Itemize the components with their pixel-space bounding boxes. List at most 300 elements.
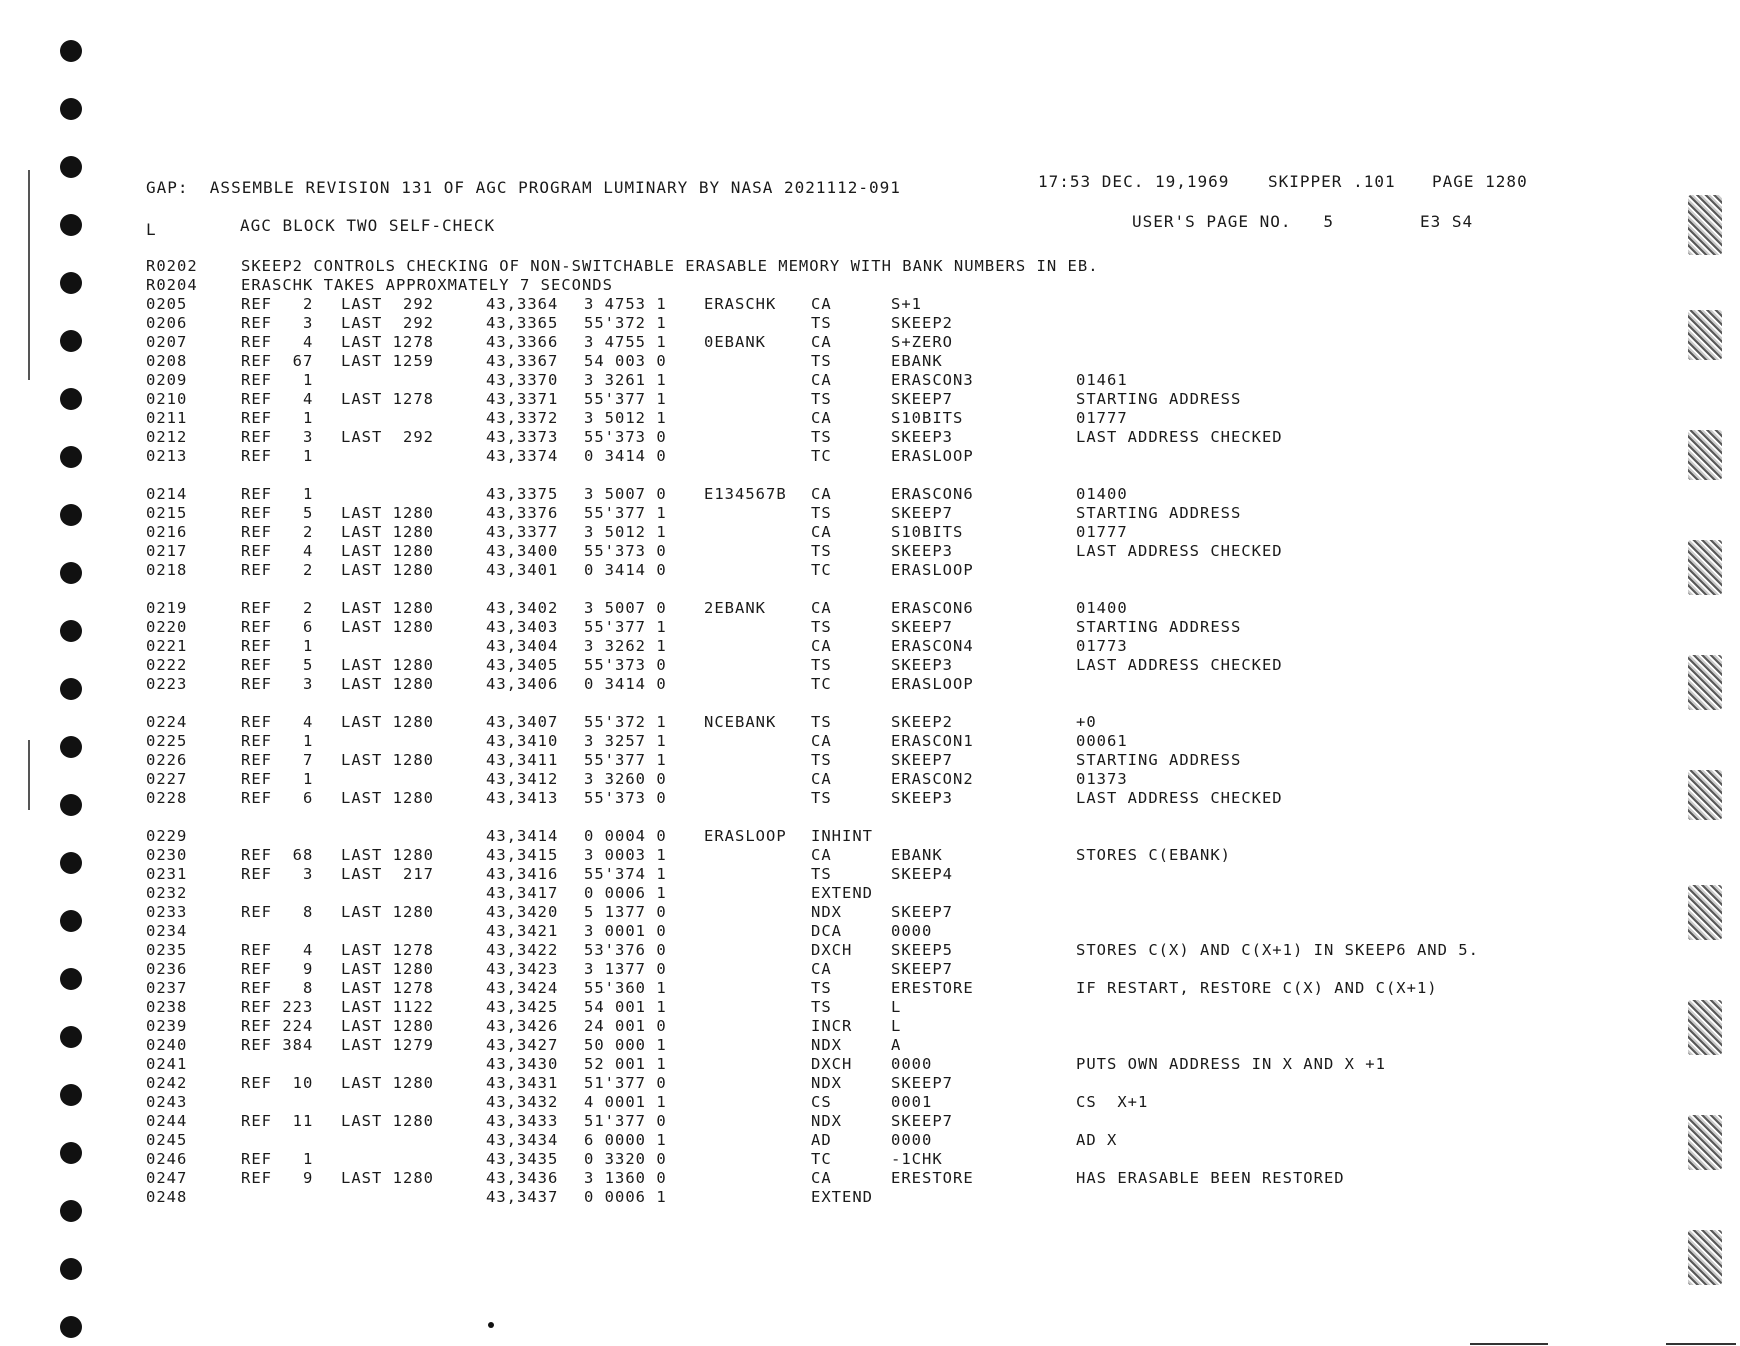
operand: SKEEP3 bbox=[891, 789, 953, 807]
address: 43,3403 bbox=[486, 618, 559, 636]
operand: L bbox=[891, 1017, 902, 1035]
ref-count: REF 1 bbox=[241, 770, 314, 788]
operand: SKEEP7 bbox=[891, 1112, 953, 1130]
last-ref: LAST 1280 bbox=[341, 751, 434, 769]
users-page-number: USER'S PAGE NO. 5 bbox=[1132, 212, 1335, 231]
address: 43,3365 bbox=[486, 314, 559, 332]
feed-hole-icon bbox=[60, 98, 82, 120]
listing-row bbox=[146, 618, 1626, 637]
feed-hole-icon bbox=[60, 1026, 82, 1048]
ref-count: REF 9 bbox=[241, 1169, 314, 1187]
line-number: 0214 bbox=[146, 485, 188, 503]
address: 43,3407 bbox=[486, 713, 559, 731]
comment: LAST ADDRESS CHECKED bbox=[1076, 656, 1283, 674]
listing-row bbox=[146, 447, 1626, 466]
feed-hole-icon bbox=[60, 214, 82, 236]
opcode: TS bbox=[811, 751, 832, 769]
address: 43,3413 bbox=[486, 789, 559, 807]
operand: ERASLOOP bbox=[891, 447, 974, 465]
listing-row bbox=[146, 352, 1626, 371]
ref-count: REF 6 bbox=[241, 618, 314, 636]
comment: 00061 bbox=[1076, 732, 1128, 750]
line-number: 0206 bbox=[146, 314, 188, 332]
last-ref: LAST 1280 bbox=[341, 1074, 434, 1092]
object-code: 55'377 1 bbox=[584, 751, 667, 769]
line-number: 0244 bbox=[146, 1112, 188, 1130]
operand: ERASLOOP bbox=[891, 675, 974, 693]
operand: SKEEP7 bbox=[891, 504, 953, 522]
line-number: 0225 bbox=[146, 732, 188, 750]
object-code: 53'376 0 bbox=[584, 941, 667, 959]
address: 43,3430 bbox=[486, 1055, 559, 1073]
line-number: 0239 bbox=[146, 1017, 188, 1035]
feed-hole-icon bbox=[60, 504, 82, 526]
section-title: AGC BLOCK TWO SELF-CHECK bbox=[240, 216, 496, 235]
listing-row bbox=[146, 599, 1626, 618]
line-number: 0226 bbox=[146, 751, 188, 769]
listing-row bbox=[146, 428, 1626, 447]
last-ref: LAST 1122 bbox=[341, 998, 434, 1016]
line-number: 0228 bbox=[146, 789, 188, 807]
object-code: 55'374 1 bbox=[584, 865, 667, 883]
last-ref: LAST 1280 bbox=[341, 599, 434, 617]
listing-blocks bbox=[146, 295, 1626, 1207]
listing-row bbox=[146, 314, 1626, 333]
opcode: DCA bbox=[811, 922, 842, 940]
line-number: 0233 bbox=[146, 903, 188, 921]
listing-row bbox=[146, 485, 1626, 504]
last-ref: LAST 1278 bbox=[341, 979, 434, 997]
object-code: 0 3320 0 bbox=[584, 1150, 667, 1168]
listing-row bbox=[146, 846, 1626, 865]
last-ref: LAST 1278 bbox=[341, 941, 434, 959]
line-number: 0237 bbox=[146, 979, 188, 997]
opcode: TS bbox=[811, 713, 832, 731]
perforation-mark-icon bbox=[1688, 430, 1722, 480]
opcode: CA bbox=[811, 1169, 832, 1187]
ref-count: REF 8 bbox=[241, 903, 314, 921]
comment: STARTING ADDRESS bbox=[1076, 504, 1242, 522]
assembly-header: GAP: ASSEMBLE REVISION 131 OF AGC PROGRAM LUMINARY BY NASA 2021112-091 bbox=[146, 178, 901, 197]
operand: S10BITS bbox=[891, 523, 964, 541]
opcode: TC bbox=[811, 447, 832, 465]
perforation-mark-icon bbox=[1688, 885, 1722, 940]
operand: ERASCON1 bbox=[891, 732, 974, 750]
operand: SKEEP4 bbox=[891, 865, 953, 883]
line-number: 0227 bbox=[146, 770, 188, 788]
line-number: 0207 bbox=[146, 333, 188, 351]
address: 43,3410 bbox=[486, 732, 559, 750]
perforation-mark-icon bbox=[1688, 1000, 1722, 1055]
intro-text: SKEEP2 CONTROLS CHECKING OF NON-SWITCHABLE ERASABLE MEMORY WITH BANK NUMBERS IN EB. bbox=[241, 257, 1099, 275]
last-ref: LAST 1280 bbox=[341, 675, 434, 693]
operand: 0000 bbox=[891, 1131, 933, 1149]
last-ref: LAST 1280 bbox=[341, 542, 434, 560]
tractor-feed-holes bbox=[60, 40, 90, 1340]
opcode: CA bbox=[811, 637, 832, 655]
listing-row bbox=[146, 979, 1626, 998]
last-ref: LAST 1259 bbox=[341, 352, 434, 370]
ref-count: REF 4 bbox=[241, 713, 314, 731]
opcode: TS bbox=[811, 504, 832, 522]
block-spacer bbox=[146, 808, 1626, 827]
address: 43,3436 bbox=[486, 1169, 559, 1187]
opcode: TS bbox=[811, 656, 832, 674]
address: 43,3412 bbox=[486, 770, 559, 788]
opcode: CA bbox=[811, 333, 832, 351]
object-code: 55'373 0 bbox=[584, 656, 667, 674]
feed-hole-icon bbox=[60, 910, 82, 932]
opcode: INCR bbox=[811, 1017, 853, 1035]
margin-rule bbox=[28, 740, 30, 810]
last-ref: LAST 1280 bbox=[341, 1169, 434, 1187]
listing-row bbox=[146, 751, 1626, 770]
opcode: CA bbox=[811, 732, 832, 750]
comment: PUTS OWN ADDRESS IN X AND X +1 bbox=[1076, 1055, 1386, 1073]
ref-count: REF 1 bbox=[241, 637, 314, 655]
comment: STORES C(EBANK) bbox=[1076, 846, 1231, 864]
comment: STARTING ADDRESS bbox=[1076, 618, 1242, 636]
line-number: 0205 bbox=[146, 295, 188, 313]
opcode: CA bbox=[811, 770, 832, 788]
listing-row bbox=[146, 827, 1626, 846]
object-code: 0 0006 1 bbox=[584, 1188, 667, 1206]
bottom-rule bbox=[1666, 1343, 1736, 1345]
opcode: TS bbox=[811, 618, 832, 636]
feed-hole-icon bbox=[60, 446, 82, 468]
listing-row bbox=[146, 637, 1626, 656]
opcode: TS bbox=[811, 390, 832, 408]
line-number: 0217 bbox=[146, 542, 188, 560]
feed-hole-icon bbox=[60, 156, 82, 178]
operand: L bbox=[891, 998, 902, 1016]
address: 43,3434 bbox=[486, 1131, 559, 1149]
last-ref: LAST 1280 bbox=[341, 1112, 434, 1130]
listing-row bbox=[146, 732, 1626, 751]
opcode: EXTEND bbox=[811, 884, 873, 902]
listing-row bbox=[146, 713, 1626, 732]
address: 43,3417 bbox=[486, 884, 559, 902]
address: 43,3374 bbox=[486, 447, 559, 465]
address: 43,3420 bbox=[486, 903, 559, 921]
address: 43,3370 bbox=[486, 371, 559, 389]
line-number: 0248 bbox=[146, 1188, 188, 1206]
object-code: 0 0004 0 bbox=[584, 827, 667, 845]
comment: CS X+1 bbox=[1076, 1093, 1149, 1111]
ref-count: REF 224 bbox=[241, 1017, 314, 1035]
comment: STARTING ADDRESS bbox=[1076, 390, 1242, 408]
line-number: 0236 bbox=[146, 960, 188, 978]
opcode: TS bbox=[811, 998, 832, 1016]
address: 43,3404 bbox=[486, 637, 559, 655]
feed-hole-icon bbox=[60, 1200, 82, 1222]
operand: ERASCON6 bbox=[891, 485, 974, 503]
last-ref: LAST 1280 bbox=[341, 789, 434, 807]
listing-row bbox=[146, 789, 1626, 808]
ref-count: REF 3 bbox=[241, 865, 314, 883]
object-code: 3 3262 1 bbox=[584, 637, 667, 655]
comment: 01777 bbox=[1076, 523, 1128, 541]
last-ref: LAST 1280 bbox=[341, 523, 434, 541]
comment: IF RESTART, RESTORE C(X) AND C(X+1) bbox=[1076, 979, 1438, 997]
operand: ERASCON3 bbox=[891, 371, 974, 389]
ref-count: REF 384 bbox=[241, 1036, 314, 1054]
line-number: 0210 bbox=[146, 390, 188, 408]
opcode: CA bbox=[811, 295, 832, 313]
listing-row bbox=[146, 504, 1626, 523]
operand: SKEEP2 bbox=[891, 713, 953, 731]
label: E134567B bbox=[704, 485, 787, 503]
last-ref: LAST 292 bbox=[341, 295, 434, 313]
opcode: DXCH bbox=[811, 1055, 853, 1073]
object-code: 4 0001 1 bbox=[584, 1093, 667, 1111]
listing-row bbox=[146, 295, 1626, 314]
last-ref: LAST 1280 bbox=[341, 1017, 434, 1035]
intro-line bbox=[146, 257, 1626, 276]
object-code: 0 3414 0 bbox=[584, 561, 667, 579]
comment: 01400 bbox=[1076, 485, 1128, 503]
ref-count: REF 3 bbox=[241, 675, 314, 693]
listing-row bbox=[146, 1036, 1626, 1055]
operand: ERASLOOP bbox=[891, 561, 974, 579]
opcode: CA bbox=[811, 846, 832, 864]
feed-hole-icon bbox=[60, 678, 82, 700]
opcode: EXTEND bbox=[811, 1188, 873, 1206]
line-number: 0247 bbox=[146, 1169, 188, 1187]
opcode: TS bbox=[811, 314, 832, 332]
line-number: 0208 bbox=[146, 352, 188, 370]
opcode: TC bbox=[811, 675, 832, 693]
object-code: 3 4753 1 bbox=[584, 295, 667, 313]
listing-row bbox=[146, 770, 1626, 789]
object-code: 55'373 0 bbox=[584, 428, 667, 446]
address: 43,3437 bbox=[486, 1188, 559, 1206]
operand: ERESTORE bbox=[891, 1169, 974, 1187]
label: 0EBANK bbox=[704, 333, 766, 351]
object-code: 55'373 0 bbox=[584, 542, 667, 560]
last-ref: LAST 1280 bbox=[341, 713, 434, 731]
operand: SKEEP2 bbox=[891, 314, 953, 332]
operand: 0001 bbox=[891, 1093, 933, 1111]
address: 43,3364 bbox=[486, 295, 559, 313]
address: 43,3406 bbox=[486, 675, 559, 693]
line-number: 0221 bbox=[146, 637, 188, 655]
ref-count: REF 2 bbox=[241, 561, 314, 579]
comment: 01461 bbox=[1076, 371, 1128, 389]
operand: ERASCON6 bbox=[891, 599, 974, 617]
ref-count: REF 5 bbox=[241, 504, 314, 522]
listing-row bbox=[146, 542, 1626, 561]
operand: EBANK bbox=[891, 352, 943, 370]
opcode: TC bbox=[811, 1150, 832, 1168]
feed-hole-icon bbox=[60, 968, 82, 990]
last-ref: LAST 1280 bbox=[341, 903, 434, 921]
line-number: 0246 bbox=[146, 1150, 188, 1168]
ref-count: REF 7 bbox=[241, 751, 314, 769]
ink-dot-icon bbox=[488, 1322, 494, 1328]
page-number: PAGE 1280 bbox=[1432, 172, 1528, 191]
feed-hole-icon bbox=[60, 272, 82, 294]
operand: SKEEP7 bbox=[891, 1074, 953, 1092]
perforation-mark-icon bbox=[1688, 540, 1722, 595]
ref-count: REF 1 bbox=[241, 485, 314, 503]
object-code: 0 3414 0 bbox=[584, 447, 667, 465]
ref-count: REF 1 bbox=[241, 371, 314, 389]
object-code: 3 4755 1 bbox=[584, 333, 667, 351]
line-number: 0234 bbox=[146, 922, 188, 940]
line-number: 0232 bbox=[146, 884, 188, 902]
ref-count: REF 9 bbox=[241, 960, 314, 978]
address: 43,3424 bbox=[486, 979, 559, 997]
object-code: 3 3261 1 bbox=[584, 371, 667, 389]
opcode: CA bbox=[811, 371, 832, 389]
ref-count: REF 68 bbox=[241, 846, 314, 864]
opcode: TS bbox=[811, 352, 832, 370]
listing-row bbox=[146, 865, 1626, 884]
feed-hole-icon bbox=[60, 852, 82, 874]
comment: AD X bbox=[1076, 1131, 1118, 1149]
address: 43,3377 bbox=[486, 523, 559, 541]
operand: SKEEP3 bbox=[891, 656, 953, 674]
opcode: TS bbox=[811, 428, 832, 446]
operand: S+1 bbox=[891, 295, 922, 313]
opcode: DXCH bbox=[811, 941, 853, 959]
opcode: NDX bbox=[811, 1036, 842, 1054]
address: 43,3435 bbox=[486, 1150, 559, 1168]
perforation-mark-icon bbox=[1688, 770, 1722, 820]
comment: LAST ADDRESS CHECKED bbox=[1076, 428, 1283, 446]
ref-count: REF 4 bbox=[241, 390, 314, 408]
line-number: 0245 bbox=[146, 1131, 188, 1149]
line-number: 0209 bbox=[146, 371, 188, 389]
opcode: CA bbox=[811, 409, 832, 427]
listing-row bbox=[146, 941, 1626, 960]
opcode: CS bbox=[811, 1093, 832, 1111]
address: 43,3427 bbox=[486, 1036, 559, 1054]
operand: SKEEP7 bbox=[891, 618, 953, 636]
listing-row bbox=[146, 998, 1626, 1017]
listing-row bbox=[146, 523, 1626, 542]
object-code: 3 5012 1 bbox=[584, 409, 667, 427]
ref-count: REF 1 bbox=[241, 447, 314, 465]
assembly-listing bbox=[146, 257, 1626, 1207]
operand: SKEEP7 bbox=[891, 960, 953, 978]
feed-hole-icon bbox=[60, 388, 82, 410]
line-number: 0240 bbox=[146, 1036, 188, 1054]
listing-row bbox=[146, 656, 1626, 675]
comment: HAS ERASABLE BEEN RESTORED bbox=[1076, 1169, 1345, 1187]
listing-row bbox=[146, 884, 1626, 903]
object-code: 0 3414 0 bbox=[584, 675, 667, 693]
address: 43,3366 bbox=[486, 333, 559, 351]
operand: SKEEP3 bbox=[891, 428, 953, 446]
opcode: NDX bbox=[811, 1074, 842, 1092]
listing-row bbox=[146, 1169, 1626, 1188]
object-code: 24 001 0 bbox=[584, 1017, 667, 1035]
opcode: INHINT bbox=[811, 827, 873, 845]
address: 43,3425 bbox=[486, 998, 559, 1016]
object-code: 3 1360 0 bbox=[584, 1169, 667, 1187]
last-ref: LAST 1278 bbox=[341, 390, 434, 408]
block-spacer bbox=[146, 580, 1626, 599]
comment: LAST ADDRESS CHECKED bbox=[1076, 789, 1283, 807]
address: 43,3372 bbox=[486, 409, 559, 427]
listing-row bbox=[146, 1055, 1626, 1074]
ref-count: REF 8 bbox=[241, 979, 314, 997]
address: 43,3375 bbox=[486, 485, 559, 503]
ref-count: REF 4 bbox=[241, 941, 314, 959]
line-number: 0216 bbox=[146, 523, 188, 541]
ref-count: REF 11 bbox=[241, 1112, 314, 1130]
comment: LAST ADDRESS CHECKED bbox=[1076, 542, 1283, 560]
listing-row bbox=[146, 390, 1626, 409]
listing-row bbox=[146, 409, 1626, 428]
ref-count: REF 6 bbox=[241, 789, 314, 807]
last-ref: LAST 1280 bbox=[341, 960, 434, 978]
listing-row bbox=[146, 371, 1626, 390]
margin-rule bbox=[28, 170, 30, 380]
feed-hole-icon bbox=[60, 1258, 82, 1280]
feed-hole-icon bbox=[60, 620, 82, 642]
perforation-mark-icon bbox=[1688, 655, 1722, 710]
line-number: 0220 bbox=[146, 618, 188, 636]
feed-hole-icon bbox=[60, 1084, 82, 1106]
line-number: 0219 bbox=[146, 599, 188, 617]
ref-count: REF 4 bbox=[241, 542, 314, 560]
print-timestamp: 17:53 DEC. 19,1969 bbox=[1038, 172, 1230, 191]
address: 43,3421 bbox=[486, 922, 559, 940]
ref-count: REF 1 bbox=[241, 409, 314, 427]
operand: ERASCON2 bbox=[891, 770, 974, 788]
operand: SKEEP7 bbox=[891, 903, 953, 921]
ref-count: REF 10 bbox=[241, 1074, 314, 1092]
operand: ERESTORE bbox=[891, 979, 974, 997]
perforation-mark-icon bbox=[1688, 1115, 1722, 1170]
line-number: 0238 bbox=[146, 998, 188, 1016]
address: 43,3423 bbox=[486, 960, 559, 978]
address: 43,3401 bbox=[486, 561, 559, 579]
address: 43,3416 bbox=[486, 865, 559, 883]
feed-hole-icon bbox=[60, 794, 82, 816]
last-ref: LAST 1280 bbox=[341, 846, 434, 864]
listing-row bbox=[146, 960, 1626, 979]
last-ref: LAST 1278 bbox=[341, 333, 434, 351]
operand: ERASCON4 bbox=[891, 637, 974, 655]
opcode: TC bbox=[811, 561, 832, 579]
operand: SKEEP3 bbox=[891, 542, 953, 560]
line-number: R0204 bbox=[146, 276, 198, 294]
line-number: 0242 bbox=[146, 1074, 188, 1092]
object-code: 5 1377 0 bbox=[584, 903, 667, 921]
line-number: 0211 bbox=[146, 409, 188, 427]
object-code: 55'360 1 bbox=[584, 979, 667, 997]
label: NCEBANK bbox=[704, 713, 777, 731]
object-code: 55'372 1 bbox=[584, 713, 667, 731]
comment: STARTING ADDRESS bbox=[1076, 751, 1242, 769]
line-number: 0223 bbox=[146, 675, 188, 693]
intro-text: ERASCHK TAKES APPROXMATELY 7 SECONDS bbox=[241, 276, 613, 294]
operand: 0000 bbox=[891, 1055, 933, 1073]
opcode: CA bbox=[811, 485, 832, 503]
last-ref: LAST 1280 bbox=[341, 504, 434, 522]
operand: 0000 bbox=[891, 922, 933, 940]
line-number: 0224 bbox=[146, 713, 188, 731]
intro-line bbox=[146, 276, 1626, 295]
listing-row bbox=[146, 1131, 1626, 1150]
listing-tag: L bbox=[146, 220, 157, 239]
perforation-mark-icon bbox=[1688, 310, 1722, 360]
object-code: 55'377 1 bbox=[584, 618, 667, 636]
